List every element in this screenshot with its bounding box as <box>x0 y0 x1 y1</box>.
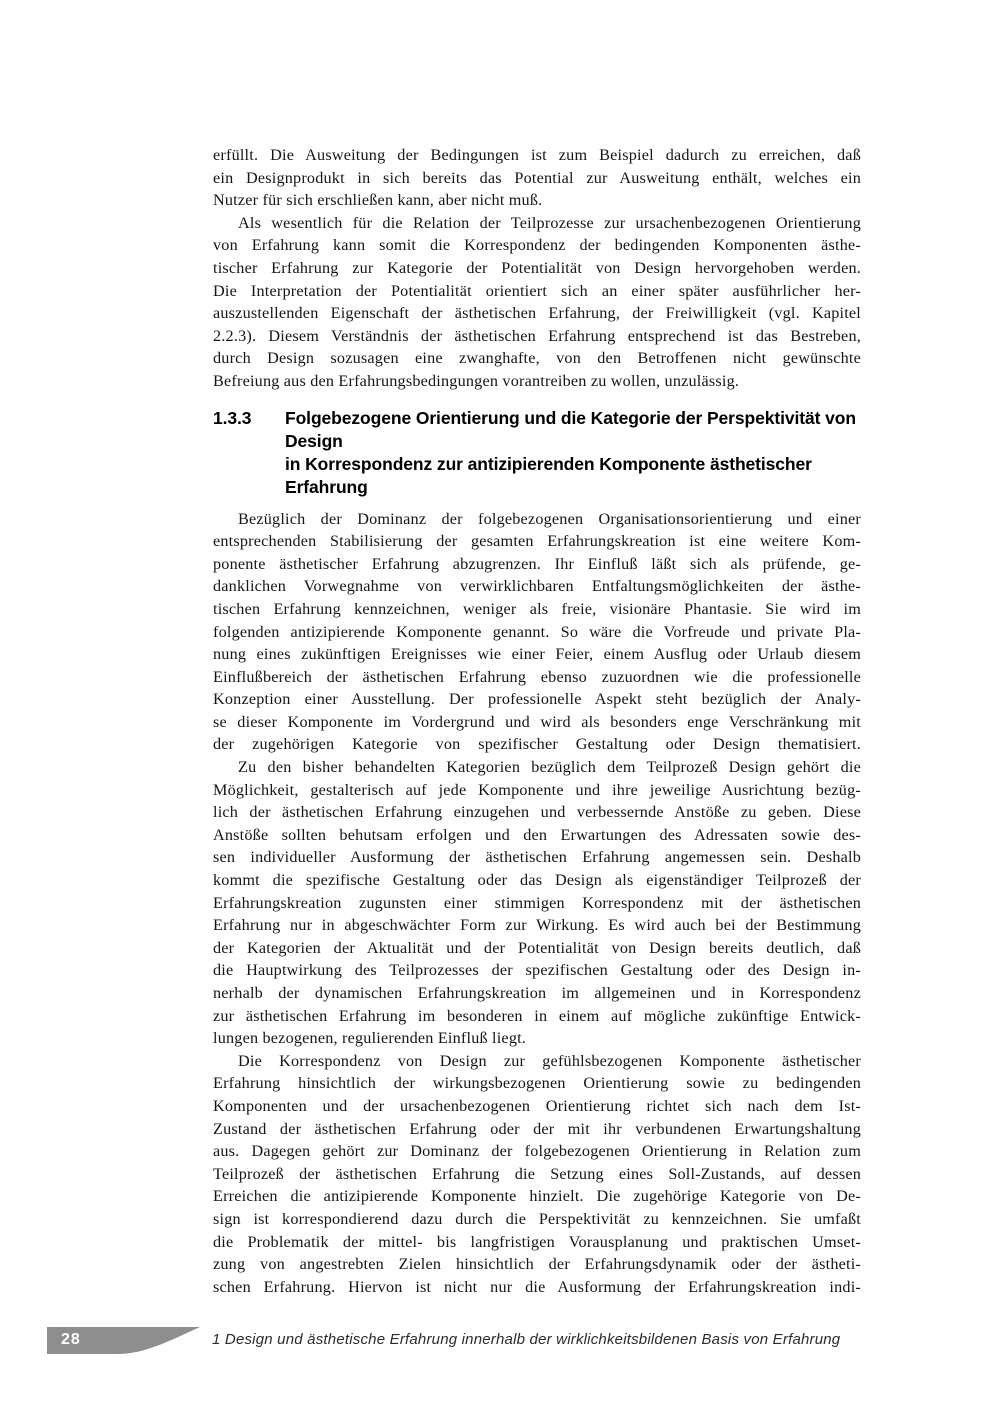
body-text-line: durch Design sozusagen eine zwanghafte, von den Betroffenen nicht gewünschte <box>213 349 861 368</box>
body-text-line: auszustellenden Eigenschaft der ästhetischen Erfahrung, der Freiwilligkeit (vgl. Kapitel <box>213 304 861 323</box>
section-title <box>285 407 861 499</box>
body-text-line: Möglichkeit, gestalterisch auf jede Komponente und ihre jeweilige Ausrichtung bezüg- <box>213 780 861 799</box>
body-text-line: folgenden antizipierende Komponente genannt. So wäre die Vorfreude und private Pla- <box>213 622 861 641</box>
page-content <box>213 144 861 1298</box>
body-text-line: ein Designprodukt in sich bereits das Potential zur Ausweitung enthält, welches ein <box>213 168 861 187</box>
body-text-line: se dieser Komponente im Vordergrund und wird als besonders enge Verschränkung mit <box>213 712 861 731</box>
paragraph <box>213 756 861 1050</box>
section-heading <box>213 407 861 499</box>
paragraph <box>213 508 861 757</box>
body-text-line: die Hauptwirkung des Teilprozesses der spezifischen Gestaltung oder des Design in- <box>213 961 861 980</box>
body-text-line: Teilprozeß der ästhetischen Erfahrung die Setzung eines Soll-Zustands, auf dessen <box>213 1164 861 1183</box>
body-text-line: zung von angestrebten Zielen hinsichtlich der Erfahrungsdynamik oder der ästheti- <box>213 1255 861 1274</box>
body-text-line: der zugehörigen Kategorie von spezifischer Gestaltung oder Design thematisiert. <box>213 735 861 754</box>
body-text-line: Die Interpretation der Potentialität orientiert sich an einer später ausführlicher her- <box>213 281 861 300</box>
section-title-line-1: Folgebezogene Orientierung und die Kategorie der Perspektivität von Design <box>285 407 856 451</box>
body-text-line: Nutzer für sich erschließen kann, aber nicht muß. <box>213 191 543 210</box>
body-text-line: kommt die spezifische Gestaltung oder das Design als eigenständiger Teilprozeß der <box>213 871 861 890</box>
section-title-line-2: in Korrespondenz zur antizipierenden Komponente ästhetischer Erfahrung <box>285 453 812 497</box>
body-text-line: lich der ästhetischen Erfahrung einzugehen und verbessernde Anstöße zu geben. Diese <box>213 803 861 822</box>
paragraph <box>213 144 861 212</box>
body-text-line: Erfahrung nur in abgeschwächter Form zur Wirkung. Es wird auch bei der Bestimmung <box>213 916 861 935</box>
body-text-line: nerhalb der dynamischen Erfahrungskreation im allgemeinen und in Korrespondenz <box>213 984 861 1002</box>
body-text-line: die Problematik der mittel- bis langfristigen Vorausplanung und praktischen Umset- <box>213 1232 861 1251</box>
page-number-tab <box>47 1327 200 1354</box>
body-text-line: tischen Erfahrung kennzeichnen, weniger als freie, visionäre Phantasie. Sie wird im <box>213 599 861 618</box>
body-text-line: Erreichen die antizipierende Komponente hinzielt. Die zugehörige Kategorie von De- <box>213 1187 861 1206</box>
running-title: 1 Design und ästhetische Erfahrung innerhalb der wirklichkeitsbildenen Basis von Erfahrung <box>212 1331 841 1348</box>
paragraph <box>213 212 861 393</box>
body-text-line: Erfahrung hinsichtlich der wirkungsbezogenen Orientierung sowie zu bedingenden <box>213 1074 861 1093</box>
body-text-line: erfüllt. Die Ausweitung der Bedingungen ist zum Beispiel dadurch zu erreichen, daß <box>213 146 861 164</box>
body-text-line: Anstöße sollten behutsam erfolgen und den Erwartungen des Adressaten sowie des- <box>213 825 861 844</box>
body-text-line: tischer Erfahrung zur Kategorie der Potentialität von Design hervorgehoben werden. <box>213 258 861 277</box>
body-text-line: Komponenten und der ursachenbezogenen Orientierung richtet sich nach dem Ist- <box>213 1096 861 1115</box>
section-number: 1.3.3 <box>213 407 252 428</box>
body-text-line: sen individueller Ausformung der ästhetischen Erfahrung angemessen sein. Deshalb <box>213 848 861 867</box>
body-text-line: Zustand der ästhetischen Erfahrung oder der mit ihr verbundenen Erwartungshaltung <box>213 1119 861 1138</box>
page-number: 28 <box>61 1331 81 1348</box>
body-text-line: lungen bezogenen, regulierenden Einfluß liegt. <box>213 1029 527 1048</box>
body-text-top <box>213 144 861 393</box>
body-text-line: von Erfahrung kann somit die Korrespondenz der bedingenden Komponenten ästhe- <box>213 236 861 255</box>
body-text-line: Zu den bisher behandelten Kategorien bezüglich dem Teilprozeß Design gehört die <box>238 758 861 777</box>
body-text-line: nung eines zukünftigen Ereignisses wie einer Feier, einem Ausflug oder Urlaub diesem <box>213 645 861 664</box>
body-text-line: ponente ästhetischer Erfahrung abzugrenzen. Ihr Einfluß läßt sich als prüfende, ge- <box>213 554 861 573</box>
body-text-line: Als wesentlich für die Relation der Teilprozesse zur ursachenbezogenen Orientierung <box>238 213 861 232</box>
body-text-line: Bezüglich der Dominanz der folgebezogenen Organisationsorientierung und einer <box>238 509 861 528</box>
body-text-line: aus. Dagegen gehört zur Dominanz der folgebezogenen Orientierung in Relation zum <box>213 1142 861 1161</box>
body-text-line: zur ästhetischen Erfahrung im besonderen in einem auf mögliche zukünftige Entwick- <box>213 1006 861 1025</box>
body-text-line: der Kategorien der Aktualität und der Potentialität von Design bereits deutlich, daß <box>213 938 861 957</box>
body-text-line: Einflußbereich der ästhetischen Erfahrung ebenso zuzuordnen wie die professionelle <box>213 667 861 686</box>
body-text-line: sign ist korrespondierend dazu durch die Perspektivität zu kennzeichnen. Sie umfaßt <box>213 1209 861 1228</box>
body-text-line: 2.2.3). Diesem Verständnis der ästhetischen Erfahrung entsprechend ist das Bestreben, <box>213 326 861 345</box>
body-text-line: schen Erfahrung. Hiervon ist nicht nur die Ausformung der Erfahrungskreation indi- <box>213 1277 861 1296</box>
body-text-bottom <box>213 508 861 1299</box>
body-text-line: Die Korrespondenz von Design zur gefühlsbezogenen Komponente ästhetischer <box>238 1051 861 1070</box>
body-text-line: Befreiung aus den Erfahrungsbedingungen vorantreiben zu wollen, unzulässig. <box>213 371 740 390</box>
body-text-line: danklichen Vorwegnahme von verwirklichbaren Entfaltungsmöglichkeiten der ästhe- <box>213 577 861 596</box>
paragraph <box>213 1050 861 1299</box>
body-text-line: Konzeption einer Ausstellung. Der professionelle Aspekt steht bezüglich der Analy- <box>213 690 861 709</box>
body-text-line: Erfahrungskreation zugunsten einer stimmigen Korrespondenz mit der ästhetischen <box>213 893 861 912</box>
body-text-line: entsprechenden Stabilisierung der gesamten Erfahrungskreation ist eine weitere Kom- <box>213 532 861 551</box>
